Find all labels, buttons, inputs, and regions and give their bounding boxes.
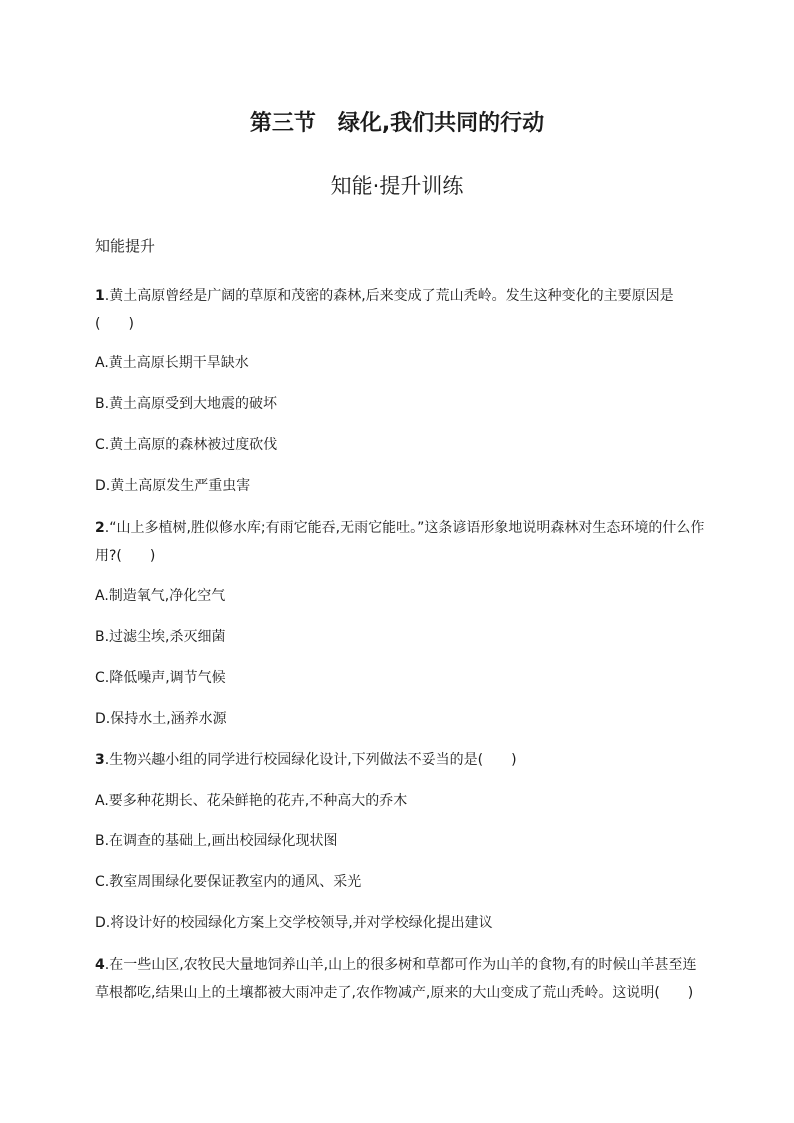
question-3-option-d: D.将设计好的校园绿化方案上交学校领导,并对学校绿化提出建议 [95,915,493,931]
question-3-option-c: C.教室周围绿化要保证教室内的通风、采光 [95,874,362,890]
question-number: 4 [95,957,105,973]
question-1-option-d: D.黄土高原发生严重虫害 [95,478,251,494]
section-label: 知能提升 [95,237,156,255]
question-1-option-a: A.黄土高原长期干旱缺水 [95,355,249,371]
question-3-option-b: B.在调查的基础上,画出校园绿化现状图 [95,833,338,849]
question-2-option-a: A.制造氧气,净化空气 [95,588,226,604]
question-number: 1 [95,288,105,304]
question-1-option-b: B.黄土高原受到大地震的破坏 [95,396,278,412]
question-text: .在一些山区,农牧民大量地饲养山羊,山上的很多树和草都可作为山羊的食物,有的时候山羊甚至连草根都吃,结果山上的土壤都被大雨冲走了,农作物减产,原来的大山变成了荒山秃岭。这说明( ) [95,957,697,1001]
question-number: 3 [95,752,105,768]
question-number: 2 [95,520,105,536]
question-text: .“山上多植树,胜似修水库;有雨它能吞,无雨它能吐。”这条谚语形象地说明森林对生态环境的什么作用?( ) [95,520,705,564]
question-1-option-c: C.黄土高原的森林被过度砍伐 [95,437,278,453]
question-4 [95,951,705,1007]
question-3 [95,746,705,774]
question-3-option-a: A.要多种花期长、花朵鲜艳的花卉,不种高大的乔木 [95,793,408,809]
question-2-option-b: B.过滤尘埃,杀灭细菌 [95,629,226,645]
page-subtitle: 知能·提升训练 [330,174,464,198]
question-2 [95,514,705,570]
question-1 [95,282,705,338]
question-text: .生物兴趣小组的同学进行校园绿化设计,下列做法不妥当的是( ) [104,752,517,768]
question-2-option-d: D.保持水土,涵养水源 [95,711,227,727]
question-2-option-c: C.降低噪声,调节气候 [95,670,226,686]
page-title: 第三节 绿化,我们共同的行动 [249,111,545,136]
question-text: .黄土高原曾经是广阔的草原和茂密的森林,后来变成了荒山秃岭。发生这种变化的主要原因是( ) [95,288,674,332]
